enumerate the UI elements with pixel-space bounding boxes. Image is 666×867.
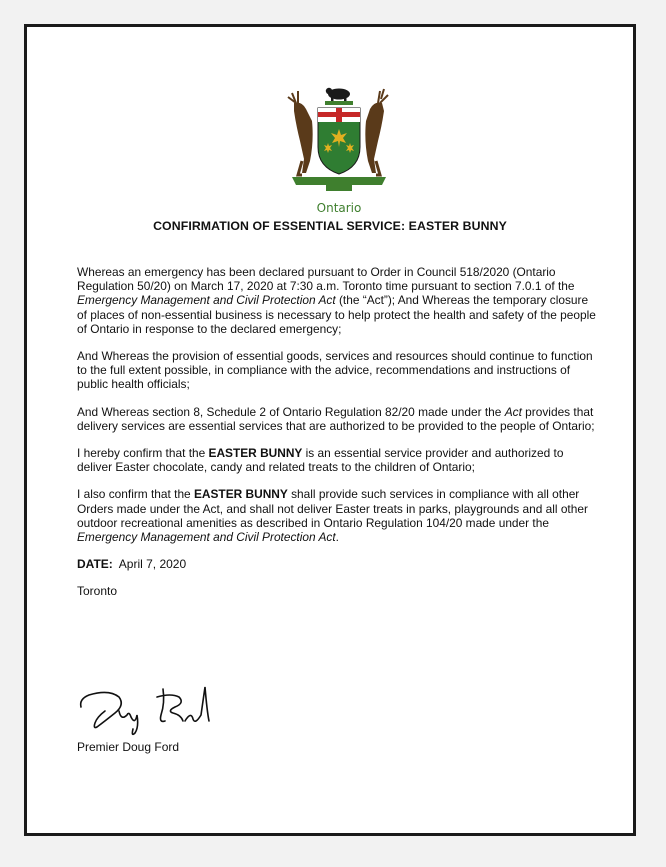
paragraph-text: provides that delivery services are essential services that are authorized to be provided to the people of Ontario; <box>77 404 595 433</box>
signature <box>75 681 235 737</box>
handwritten-signature-icon <box>75 681 235 737</box>
paragraph-essential-goods: And Whereas the provision of essential goods, services and resources should continue to function to the full extent possible, in compliance with the advice, recommendations and instructions of public health officials; <box>77 349 593 392</box>
paragraph-text: shall provide such services in compliance with all other Orders made under the Act, and shall not deliver Easter treats in parks, playgrounds and all other outdoor recreational amenities as described in Ontario Regulation 104/20 made under the <box>77 487 588 530</box>
paragraph-text: is an essential service provider and authorized to deliver Easter chocolate, candy and related treats to the children of Ontario; <box>77 446 564 475</box>
date-label: DATE: <box>77 557 113 572</box>
paragraph-delivery-services <box>77 405 597 433</box>
document-title: CONFIRMATION OF ESSENTIAL SERVICE: EASTER BUNNY <box>153 219 507 233</box>
paragraph-emergency <box>77 265 597 336</box>
paragraph-text: I hereby confirm that the <box>77 446 209 461</box>
act-name: Act <box>504 404 522 419</box>
coat-of-arms-icon <box>284 81 394 199</box>
paragraph-text: . <box>335 530 339 545</box>
document-city: Toronto <box>77 584 118 599</box>
paragraph-text: And Whereas section 8, Schedule 2 of Ontario Regulation 82/20 made under the <box>77 404 505 419</box>
document-date <box>77 557 597 571</box>
ontario-wordmark: Ontario <box>316 201 362 215</box>
paragraph-text: Whereas an emergency has been declared pursuant to Order in Council 518/2020 (Ontario Regulation 50/20) on March 17, 2020 at 7:30 a.m. Toronto time pursuant to section 7.0.1 of the <box>77 265 575 294</box>
easter-bunny-name: EASTER BUNNY <box>193 487 288 502</box>
ontario-coat-of-arms <box>284 81 394 215</box>
document-page <box>24 24 636 836</box>
paragraph-text: I also confirm that the <box>77 487 194 502</box>
paragraph-confirmation <box>77 446 597 474</box>
paragraph-compliance <box>77 487 597 544</box>
signer-name: Premier Doug Ford <box>77 740 180 754</box>
act-name: Emergency Management and Civil Protection Act <box>77 530 336 545</box>
easter-bunny-name: EASTER BUNNY <box>208 446 303 461</box>
document-body <box>77 265 597 599</box>
paragraph-text: (the “Act”); And Whereas the temporary closure of places of non-essential business is necessary to help protect the health and safety of the people of Ontario in response to the declared emergency; <box>77 293 596 336</box>
date-value: April 7, 2020 <box>118 557 187 572</box>
act-name: Emergency Management and Civil Protection Act <box>77 293 336 308</box>
